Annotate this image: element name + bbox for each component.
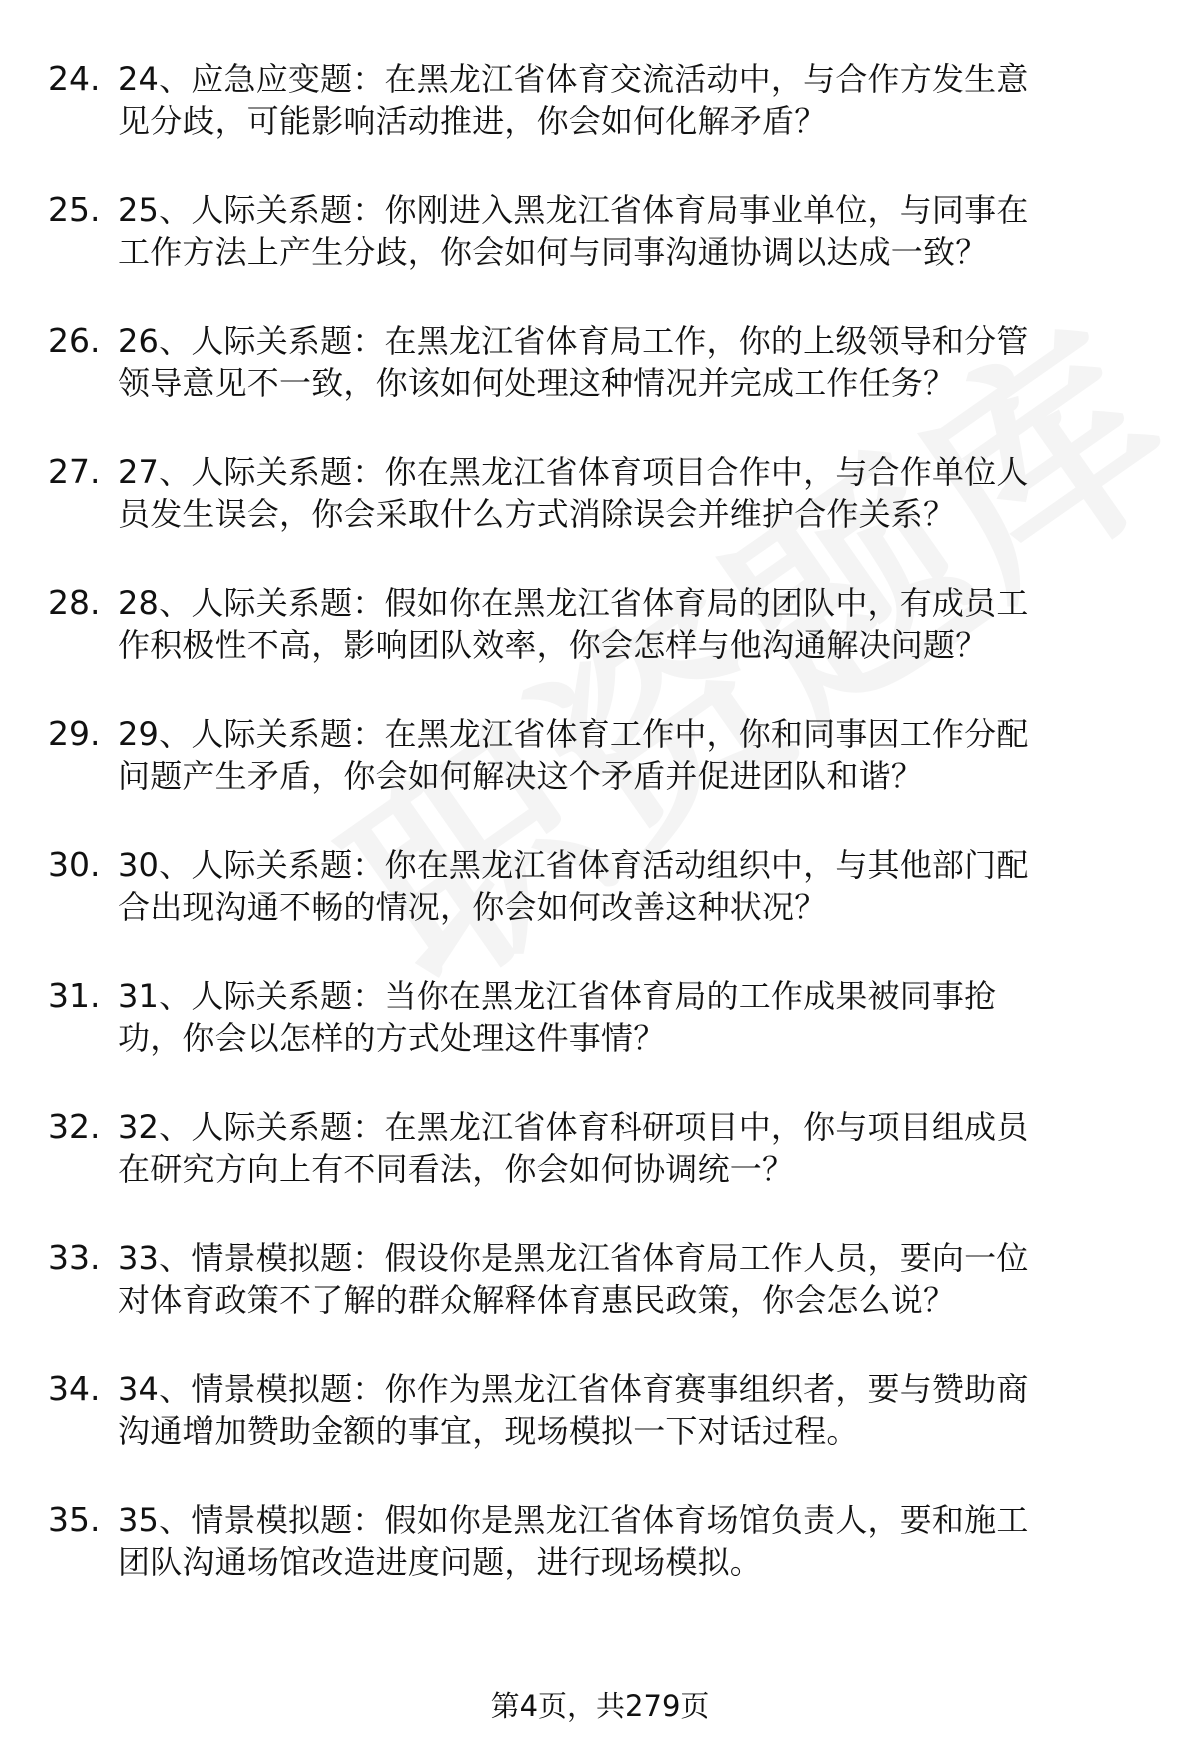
question-item [0,844,1200,975]
question-text: 26、人际关系题：在黑龙江省体育局工作，你的上级领导和分管领导意见不一致，你该如何处理这种情况并完成工作任务？ [118,322,1029,402]
question-number: 33. [48,1238,101,1277]
question-item [0,713,1200,844]
question-number: 34. [48,1369,101,1408]
question-number: 32. [48,1107,101,1146]
page-footer [0,1688,1200,1724]
page-number-label: 第4页，共279页 [490,1689,710,1723]
question-text: 33、情景模拟题：假设你是黑龙江省体育局工作人员，要向一位对体育政策不了解的群众解释体育惠民政策，你会怎么说？ [118,1239,1029,1319]
question-item [0,1499,1200,1630]
question-text: 32、人际关系题：在黑龙江省体育科研项目中，你与项目组成员在研究方向上有不同看法，你会如何协调统一？ [118,1108,1029,1188]
question-number: 27. [48,452,101,491]
question-text: 27、人际关系题：你在黑龙江省体育项目合作中，与合作单位人员发生误会，你会采取什么方式消除误会并维护合作关系？ [118,453,1029,533]
question-number: 28. [48,583,101,622]
question-item [0,1106,1200,1237]
question-item [0,1237,1200,1368]
question-item [0,320,1200,451]
question-text: 25、人际关系题：你刚进入黑龙江省体育局事业单位，与同事在工作方法上产生分歧，你会如何与同事沟通协调以达成一致？ [118,191,1029,271]
question-item [0,58,1200,189]
question-number: 30. [48,845,101,884]
question-number: 24. [48,59,101,98]
question-text: 30、人际关系题：你在黑龙江省体育活动组织中，与其他部门配合出现沟通不畅的情况，你会如何改善这种状况？ [118,846,1029,926]
question-number: 25. [48,190,101,229]
question-item [0,189,1200,320]
question-list [0,58,1200,1630]
question-item [0,975,1200,1106]
question-item [0,1368,1200,1499]
question-text: 24、应急应变题：在黑龙江省体育交流活动中，与合作方发生意见分歧，可能影响活动推进，你会如何化解矛盾？ [118,60,1029,140]
question-number: 31. [48,976,101,1015]
question-text: 35、情景模拟题：假如你是黑龙江省体育场馆负责人，要和施工团队沟通场馆改造进度问题，进行现场模拟。 [118,1501,1029,1581]
question-item [0,582,1200,713]
question-text: 34、情景模拟题：你作为黑龙江省体育赛事组织者，要与赞助商沟通增加赞助金额的事宜，现场模拟一下对话过程。 [118,1370,1029,1450]
question-number: 35. [48,1500,101,1539]
question-item [0,451,1200,582]
question-number: 29. [48,714,101,753]
question-number: 26. [48,321,101,360]
question-text: 29、人际关系题：在黑龙江省体育工作中，你和同事因工作分配问题产生矛盾，你会如何解决这个矛盾并促进团队和谐？ [118,715,1029,795]
question-text: 28、人际关系题：假如你在黑龙江省体育局的团队中，有成员工作积极性不高，影响团队效率，你会怎样与他沟通解决问题？ [118,584,1029,664]
question-text: 31、人际关系题：当你在黑龙江省体育局的工作成果被同事抢功，你会以怎样的方式处理这件事情？ [118,977,997,1057]
